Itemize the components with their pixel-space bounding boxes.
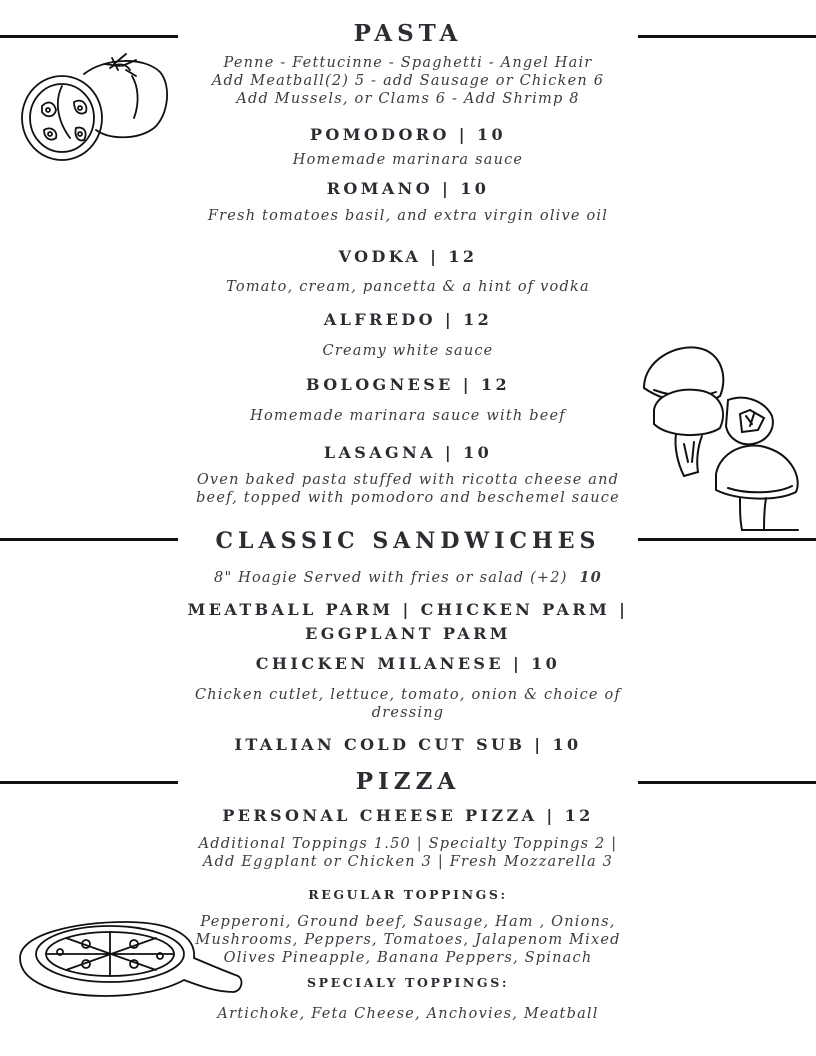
desc-line: Oven baked pasta stuffed with ricotta cheese and (196, 472, 620, 488)
menu-item-alfredo-desc: Creamy white sauce (322, 343, 494, 359)
specialty-toppings-list: Artichoke, Feta Cheese, Anchovies, Meatball (217, 1006, 599, 1022)
menu-item-parm-subs (160, 598, 656, 646)
sandwiches-intro-price: 10 (579, 569, 602, 586)
pizza-section-title: PIZZA (355, 768, 461, 795)
menu-item-lasagna: LASAGNA | 10 (323, 443, 493, 462)
desc-line: Additional Toppings 1.50 | Specialty Toppings 2 | (198, 836, 618, 852)
desc-line: Mushrooms, Peppers, Tomatoes, Jalapenom Mixed (195, 932, 621, 948)
menu-item-pomodoro: POMODORO | 10 (309, 125, 507, 144)
specialty-toppings-title: SPECIALY TOPPINGS: (306, 975, 510, 990)
pasta-intro-line: Add Meatball(2) 5 - add Sausage or Chicken 6 (211, 73, 605, 89)
divider-left-pizza (0, 781, 178, 784)
menu-item-alfredo: ALFREDO | 12 (323, 310, 493, 329)
item-line: EGGPLANT PARM (305, 624, 511, 643)
desc-line: beef, topped with pomodoro and beschemel sauce (196, 490, 620, 506)
mushrooms-illustration (636, 344, 808, 540)
desc-line: Pepperoni, Ground beef, Sausage, Ham , Onions, (200, 914, 616, 930)
sandwiches-intro-text: 8" Hoagie Served with fries or salad (+2) (214, 570, 568, 586)
pizza-extras (160, 835, 656, 871)
divider-right-pasta (638, 35, 816, 38)
pasta-section-title: PASTA (353, 20, 463, 47)
desc-line: Chicken cutlet, lettuce, tomato, onion & choice of (194, 687, 622, 703)
desc-line: Add Eggplant or Chicken 3 | Fresh Mozzarella 3 (202, 854, 614, 870)
menu-item-romano: ROMANO | 10 (326, 179, 490, 198)
sandwiches-intro (160, 569, 656, 587)
menu-item-personal-cheese-pizza: PERSONAL CHEESE PIZZA | 12 (222, 806, 594, 825)
menu-item-chicken-milanese-desc (160, 686, 656, 722)
regular-toppings-list (160, 913, 656, 967)
menu-item-pomodoro-desc: Homemade marinara sauce (292, 152, 524, 168)
menu-item-bolognese: BOLOGNESE | 12 (305, 375, 510, 394)
pasta-intro-line: Penne - Fettucinne - Spaghetti - Angel Hair (223, 55, 593, 71)
menu-item-bolognese-desc: Homemade marinara sauce with beef (250, 408, 566, 424)
menu-item-italian-cold-cut: ITALIAN COLD CUT SUB | 10 (234, 735, 582, 754)
divider-left-sandwiches (0, 538, 178, 541)
pasta-intro (160, 54, 656, 108)
menu-item-romano-desc: Fresh tomatoes basil, and extra virgin olive oil (207, 208, 609, 224)
pasta-intro-line: Add Mussels, or Clams 6 - Add Shrimp 8 (236, 91, 580, 107)
sandwiches-section-title: CLASSIC SANDWICHES (215, 528, 601, 554)
desc-line: Olives Pineapple, Banana Peppers, Spinach (223, 950, 593, 966)
menu-item-vodka-desc: Tomato, cream, pancetta & a hint of vodka (226, 279, 590, 295)
divider-right-pizza (638, 781, 816, 784)
menu-item-lasagna-desc (160, 471, 656, 507)
divider-left-pasta (0, 35, 178, 38)
regular-toppings-title: REGULAR TOPPINGS: (308, 887, 508, 902)
desc-line: dressing (371, 705, 445, 721)
menu-item-chicken-milanese: CHICKEN MILANESE | 10 (255, 654, 561, 673)
menu-item-vodka: VODKA | 12 (338, 247, 478, 266)
tomato-illustration (14, 46, 170, 164)
item-line: MEATBALL PARM | CHICKEN PARM | (187, 600, 629, 619)
